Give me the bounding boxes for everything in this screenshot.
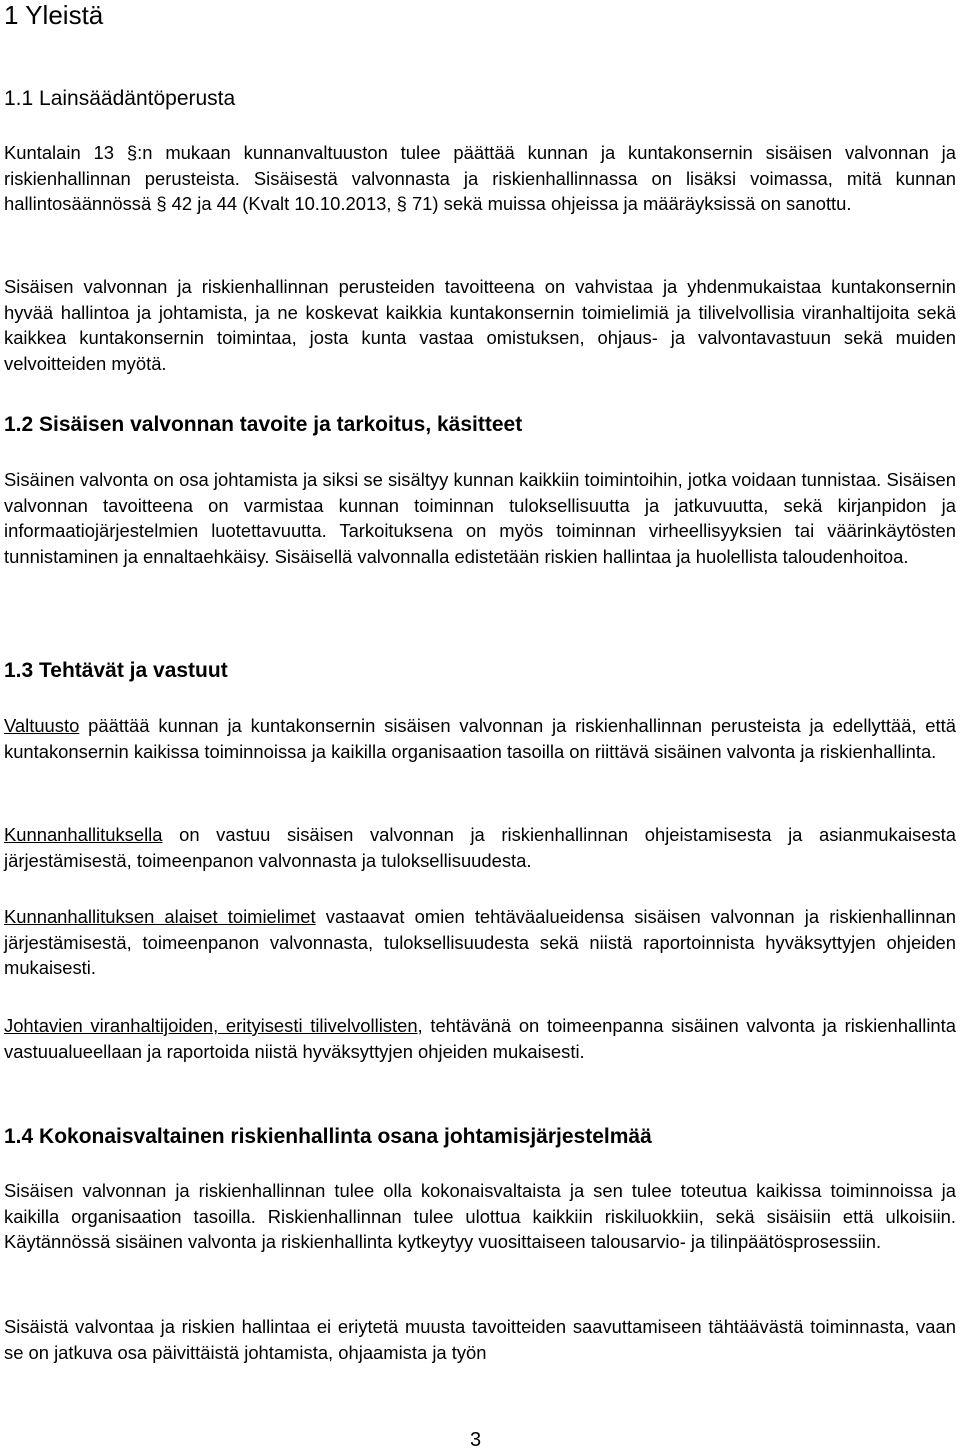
heading-1: 1 Yleistä xyxy=(4,0,104,30)
paragraph-1-1-b: Sisäisen valvonnan ja riskienhallinnan perusteiden tavoitteena on vahvistaa ja yhdenmukaistaa kuntakonsernin hyvää hallintoa ja johtamista, ja ne koskevat kaikkia kuntakonsernin toimielimiä ja tilivelvollisia viranhaltijoita sekä kaikkea kuntakonsernin toimintaa, josta kunta vastaa omistuksen, ohjaus- ja valvontavastuun sekä muiden velvoitteiden myötä. xyxy=(4,276,956,374)
text-kunnanhallitus: on vastuu sisäisen valvonnan ja riskienhallinnan ohjeistamisesta ja asianmukaisesta järjestämisestä, toimeenpanon valvonnasta ja tuloksellisuudesta. xyxy=(4,824,956,871)
page-number: 3 xyxy=(470,1429,482,1451)
paragraph-valtuusto xyxy=(4,713,956,764)
heading-1-1: 1.1 Lainsäädäntöperusta xyxy=(4,87,236,110)
heading-1-3: 1.3 Tehtävät ja vastuut xyxy=(4,659,228,682)
term-toimielimet: Kunnanhallituksen alaiset toimielimet xyxy=(4,906,316,927)
heading-1-4: 1.4 Kokonaisvaltainen riskienhallinta osana johtamisjärjestelmää xyxy=(4,1125,652,1148)
paragraph-1-4-b: Sisäistä valvontaa ja riskien hallintaa ei eriytetä muusta tavoitteiden saavuttamiseen tähtäävästä toiminnasta, vaan se on jatkuva osa päivittäistä johtamista, ohjaamista ja työn xyxy=(4,1316,956,1363)
paragraph-viranhaltijat xyxy=(4,1013,956,1064)
term-kunnanhallitus: Kunnanhallituksella xyxy=(4,824,163,845)
heading-1-2: 1.2 Sisäisen valvonnan tavoite ja tarkoitus, käsitteet xyxy=(4,413,523,436)
paragraph-1-4-a: Sisäisen valvonnan ja riskienhallinnan tulee olla kokonaisvaltaista ja sen tulee toteutua kaikissa toiminnoissa ja kaikilla organisaation tasoilla. Riskienhallinnan tulee ulottua kaikkiin riskiluokkiin, sekä sisäisiin että ulkoisiin. Käytännössä sisäinen valvonta ja riskienhallinta kytkeytyy vuosittaiseen talousarvio- ja tilinpäätösprosessiin. xyxy=(4,1180,956,1253)
paragraph-1-1-a: Kuntalain 13 §:n mukaan kunnanvaltuuston tulee päättää kunnan ja kuntakonsernin sisäisen valvonnan ja riskienhallinnan perusteista. Sisäisestä valvonnasta ja riskienhallinnassa on lisäksi voimassa, mitä kunnan hallintosäännössä § 42 ja 44 (Kvalt 10.10.2013, § 71) sekä muissa ohjeissa ja määräyksissä on sanottu. xyxy=(4,142,956,215)
paragraph-1-2-a: Sisäinen valvonta on osa johtamista ja siksi se sisältyy kunnan kaikkiin toimintoihin, jotka voidaan tunnistaa. Sisäisen valvonnan tavoitteena on varmistaa kunnan toiminnan tuloksellisuutta ja jatkuvuutta, sekä kirjanpidon ja informaatiojärjestelmien luotettavuutta. Tarkoituksena on myös toiminnan virheellisyyksien tai väärinkäytösten tunnistaminen ja ennaltaehkäisy. Sisäisellä valvonnalla edistetään riskien hallintaa ja huolellista taloudenhoitoa. xyxy=(4,469,956,567)
text-viranhaltijat: , tehtävänä on toimeenpanna sisäinen valvonta ja riskienhallinta vastuualueellaan ja raportoida niistä hyväksyttyjen ohjeiden mukaisesti. xyxy=(4,1015,956,1062)
term-viranhaltijat: Johtavien viranhaltijoiden, erityisesti tilivelvollisten xyxy=(4,1015,418,1036)
text-valtuusto: päättää kunnan ja kuntakonsernin sisäisen valvonnan ja riskienhallinnan perusteista ja edellyttää, että kuntakonsernin kaikissa toiminnoissa ja kaikilla organisaation tasoilla on riittävä sisäinen valvonta ja riskienhallinta. xyxy=(4,715,956,762)
paragraph-toimielimet xyxy=(4,904,956,981)
text-toimielimet: vastaavat omien tehtäväalueidensa sisäisen valvonnan ja riskienhallinnan järjestämisestä, toimeenpanon valvonnasta, tuloksellisuudesta sekä niistä raportoinnista hyväksyttyjen ohjeiden mukaisesti. xyxy=(4,906,957,979)
paragraph-kunnanhallitus xyxy=(4,822,956,873)
term-valtuusto: Valtuusto xyxy=(4,715,80,736)
